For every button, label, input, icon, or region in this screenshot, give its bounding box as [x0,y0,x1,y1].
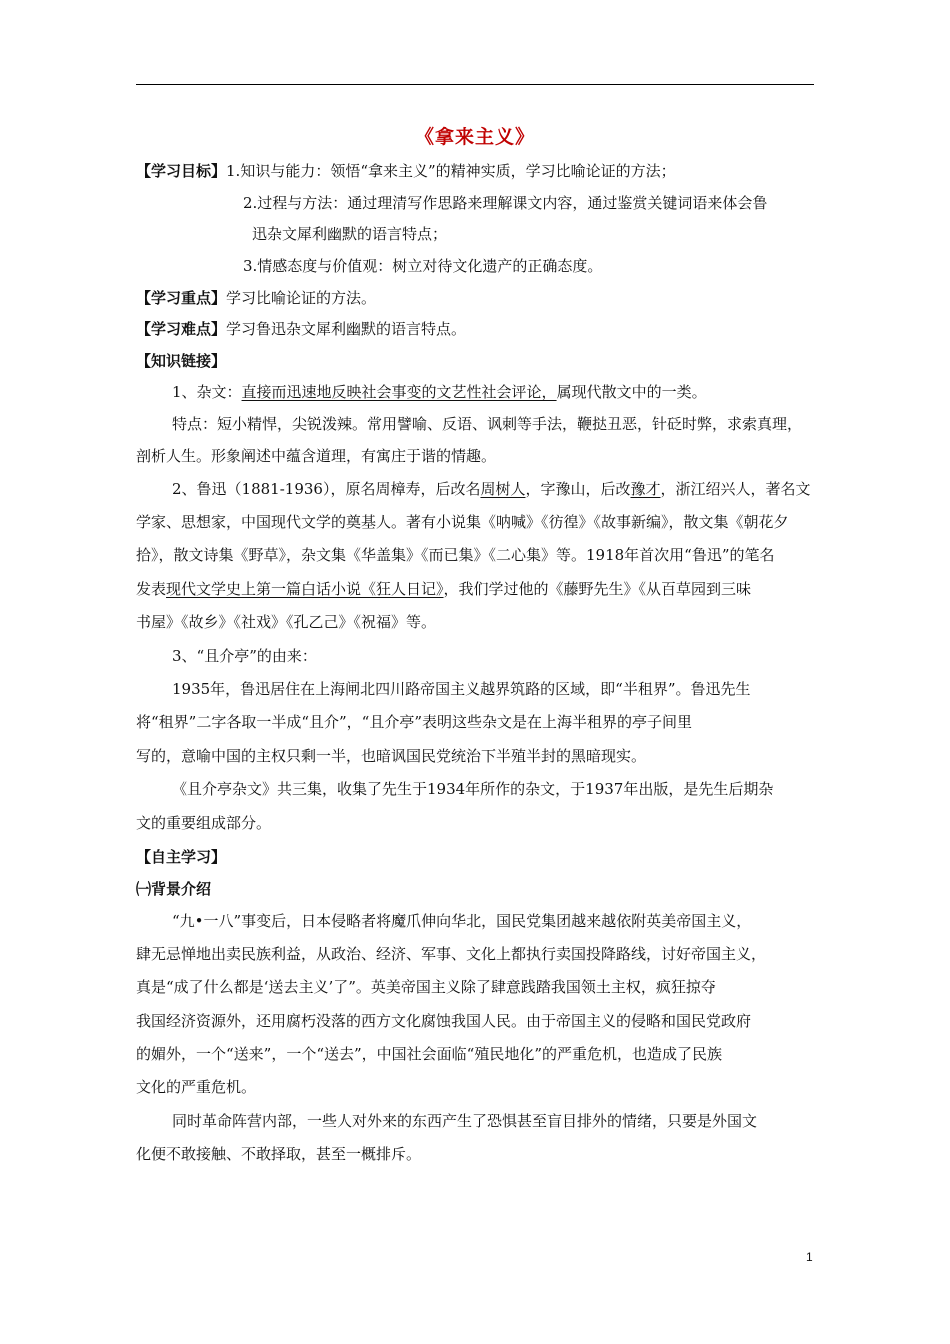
p1-suffix: 属现代散文中的一类。 [556,383,707,401]
background-b1d: 我国经济资源外，还用腐朽没落的西方文化腐蚀我国人民。由于帝国主义的侵略和国民党政府 [136,1012,752,1030]
goals-item-3: 3.情感态度与价值观：树立对待文化遗产的正确态度。 [243,257,603,275]
difficulty-line [136,318,814,340]
key-point-text: 学习比喻论证的方法。 [226,289,377,307]
background-subheading: ㈠背景介绍 [136,880,212,898]
p3a-under2: 豫才 [630,480,661,498]
p3d-underlined: 现代文学史上第一篇白话小说《狂人日记》 [166,580,444,598]
page-number: 1 [806,1250,813,1264]
goals-line-1 [136,160,814,182]
p3a-part2: ，字豫山，后改 [525,480,631,498]
knowledge-p6a: 《且介亭杂文》共三集，收集了先生于1934年所作的杂文，于1937年出版，是先生后期杂 [172,780,774,798]
self-study-label: 【自主学习】 [136,848,227,866]
background-b2a: 同时革命阵营内部，一些人对外来的东西产生了恐惧甚至盲目排外的情绪，只要是外国文 [172,1112,758,1130]
p3d-part2: ，我们学过他的《藤野先生》《从百草园到三味 [443,580,752,598]
background-b2b: 化便不敢接触、不敢择取，甚至一概排斥。 [136,1145,422,1163]
knowledge-p5a: 1935年，鲁迅居住在上海闸北四川路帝国主义越界筑路的区域，即“半租界”。鲁迅先生 [172,680,751,698]
knowledge-p3e: 书屋》《故乡》《社戏》《孔乙己》《祝福》等。 [136,613,437,631]
difficulty-text: 学习鲁迅杂文犀利幽默的语言特点。 [226,320,467,338]
knowledge-p3b: 学家、思想家，中国现代文学的奠基人。著有小说集《呐喊》《彷徨》《故事新编》，散文集《朝花夕 [136,513,789,531]
page-title: 《拿来主义》 [414,126,535,148]
background-b1c: 真是“成了什么都是‘送去主义’了”。英美帝国主义除了肆意践踏我国领土主权，疯狂掠夺 [136,978,716,996]
knowledge-p3c: 拾》，散文诗集《野草》，杂文集《华盖集》《而已集》《二心集》等。1918年首次用“鲁迅”的笔名 [136,546,775,564]
goals-item-2b: 迅杂文犀利幽默的语言特点； [252,225,448,243]
goals-item-1: 1.知识与能力：领悟“拿来主义”的精神实质，学习比喻论证的方法； [226,162,676,180]
knowledge-p1 [172,381,814,403]
key-point-label: 【学习重点】 [136,289,227,307]
p3a-under1: 周树人 [480,480,526,498]
p1-prefix: 1、杂文： [172,383,242,401]
goals-label: 【学习目标】 [136,162,227,180]
background-b1f: 文化的严重危机。 [136,1078,257,1096]
p3d-part1: 发表 [136,580,167,598]
knowledge-p3d [136,578,814,600]
key-point-line [136,287,814,309]
knowledge-label: 【知识链接】 [136,352,227,370]
goals-item-2a: 2.过程与方法：通过理清写作思路来理解课文内容，通过鉴赏关键词语来体会鲁 [243,194,768,212]
knowledge-p3a [172,478,814,500]
knowledge-p5b: 将“租界”二字各取一半成“且介”，“且介亭”表明这些杂文是在上海半租界的亭子间里 [136,713,693,731]
p1-underlined: 直接而迅速地反映社会事变的文艺性社会评论， [241,383,557,401]
header-rule [136,84,814,85]
background-b1e: 的媚外，一个“送来”，一个“送去”，中国社会面临“殖民地化”的严重危机，也造成了民族 [136,1045,723,1063]
knowledge-p2b: 剖析人生。形象阐述中蕴含道理，有寓庄于谐的情趣。 [136,447,497,465]
p3a-part1: 2、鲁迅（1881-1936），原名周樟寿，后改名 [172,480,481,498]
background-b1b: 肆无忌惮地出卖民族利益，从政治、经济、军事、文化上都执行卖国投降路线，讨好帝国主义， [136,945,767,963]
knowledge-p2a: 特点：短小精悍，尖锐泼辣。常用譬喻、反语、讽刺等手法，鞭挞丑恶，针砭时弊，求索真理， [172,415,803,433]
p3a-part3: ，浙江绍兴人，著名文 [660,480,811,498]
knowledge-p5c: 写的，意喻中国的主权只剩一半，也暗讽国民党统治下半殖半封的黑暗现实。 [136,747,647,765]
knowledge-p6b: 文的重要组成部分。 [136,814,272,832]
difficulty-label: 【学习难点】 [136,320,227,338]
background-b1a: “九•一八”事变后，日本侵略者将魔爪伸向华北，国民党集团越来越依附英美帝国主义， [172,912,752,930]
knowledge-p4: 3、“且介亭”的由来： [172,647,317,665]
